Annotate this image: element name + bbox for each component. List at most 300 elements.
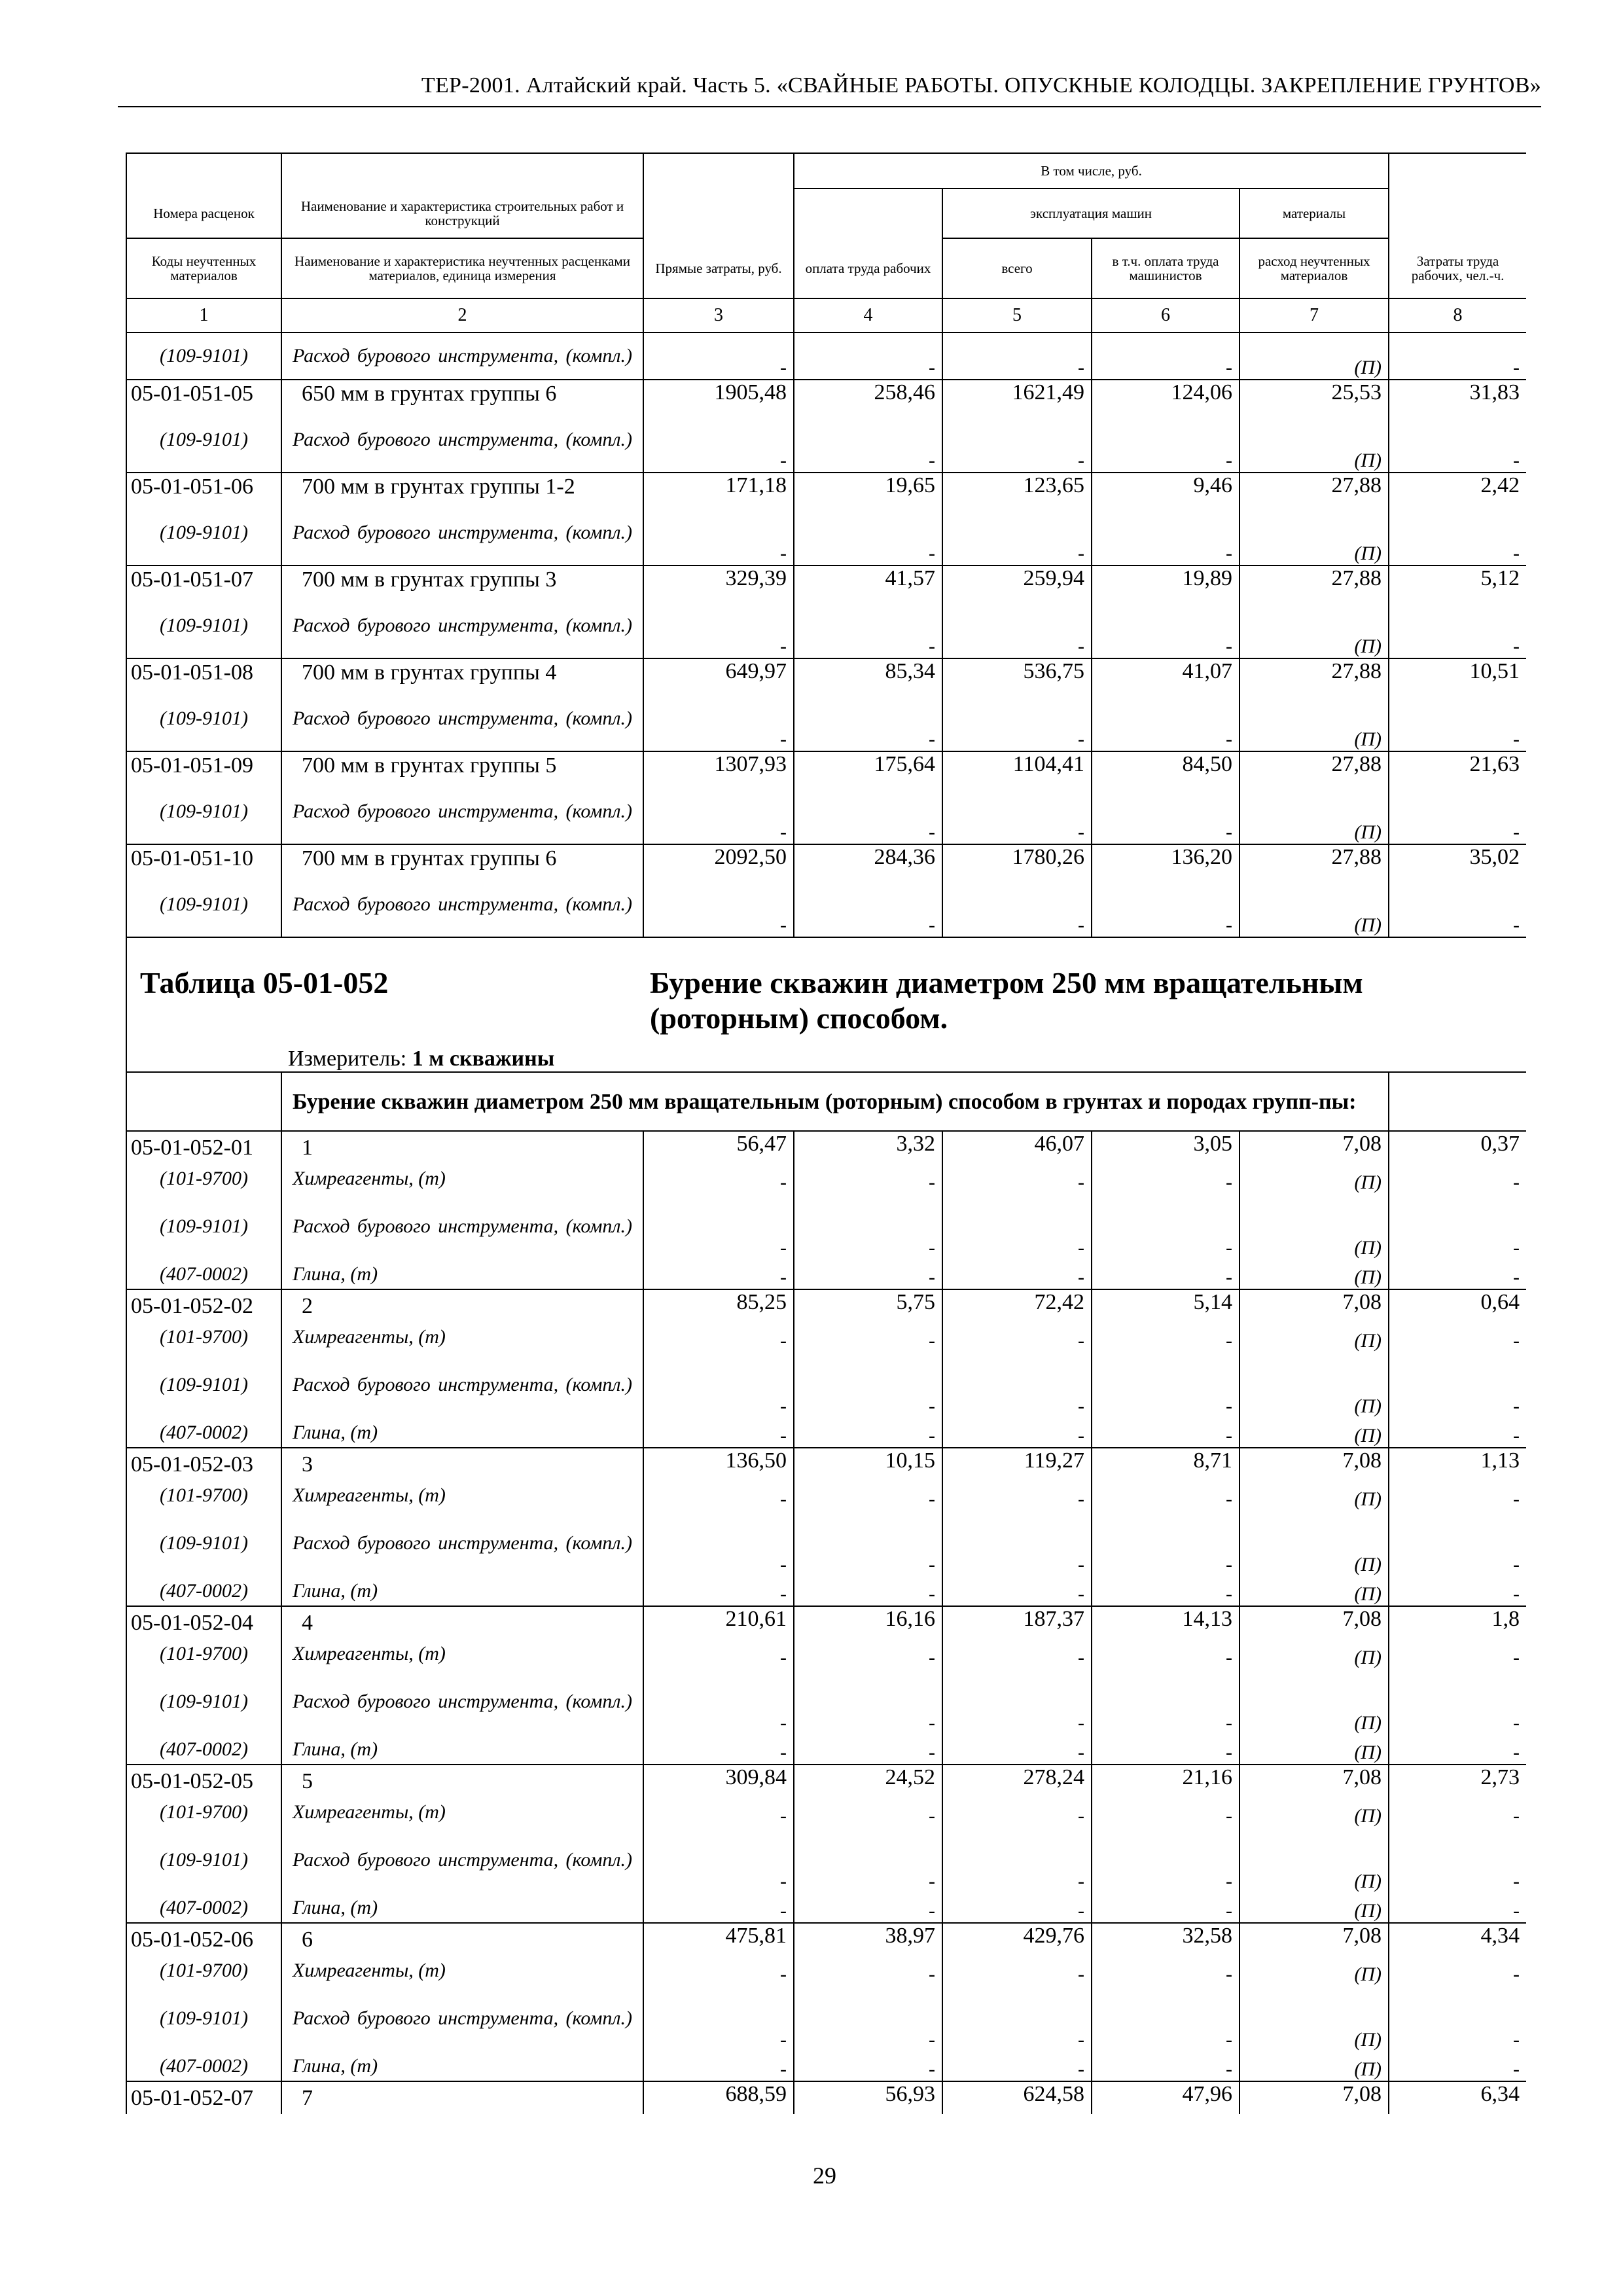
rate-value: 3,32 (794, 1131, 942, 1164)
material-value: - (1092, 779, 1240, 844)
material-value: - (794, 1322, 942, 1352)
material-code: (407-0002) (126, 1734, 281, 1765)
material-value: - (1389, 1669, 1526, 1734)
column-number: 8 (1389, 298, 1526, 332)
material-name: Расход бурового инструмента, (компл.) (281, 407, 643, 473)
rate-value: 475,81 (643, 1923, 794, 1956)
header-work-name: Наименование и характеристика строительных работ и конструкций (281, 188, 643, 238)
material-value: - (1389, 1797, 1526, 1827)
rate-value: 7,08 (1240, 1765, 1389, 1797)
material-value: - (942, 779, 1092, 844)
material-name: Химреагенты, (т) (281, 1164, 643, 1194)
material-unit: (П) (1240, 1511, 1389, 1576)
material-value: - (794, 1164, 942, 1194)
rate-value: 259,94 (942, 565, 1092, 593)
rate-value: 9,46 (1092, 473, 1240, 500)
material-row (126, 1480, 1526, 1511)
material-row (126, 2051, 1526, 2081)
rate-name: 7 (281, 2081, 643, 2114)
material-value: - (643, 593, 794, 658)
material-code: (101-9700) (126, 1164, 281, 1194)
material-name: Расход бурового инструмента, (компл.) (281, 1669, 643, 1734)
column-number: 3 (643, 298, 794, 332)
material-value: - (942, 1511, 1092, 1576)
rate-value: 31,83 (1389, 380, 1526, 407)
material-code: (109-9101) (126, 1827, 281, 1893)
material-value: - (643, 1576, 794, 1606)
rate-code: 05-01-051-05 (126, 380, 281, 407)
material-row (126, 872, 1526, 937)
material-name: Глина, (т) (281, 1576, 643, 1606)
material-name: Глина, (т) (281, 2051, 643, 2081)
material-unit: (П) (1240, 686, 1389, 751)
header-rate-numbers: Номера расценок (126, 188, 281, 238)
rate-value: 175,64 (794, 751, 942, 779)
material-unit: (П) (1240, 1797, 1389, 1827)
material-unit: (П) (1240, 1418, 1389, 1448)
material-value: - (1389, 1511, 1526, 1576)
material-value: - (1389, 332, 1526, 380)
material-value: - (643, 1352, 794, 1418)
material-value: - (1092, 1576, 1240, 1606)
material-name: Расход бурового инструмента, (компл.) (281, 779, 643, 844)
material-value: - (1389, 1893, 1526, 1923)
rate-value: 3,05 (1092, 1131, 1240, 1164)
material-value: - (942, 407, 1092, 473)
material-row (126, 1986, 1526, 2051)
material-value: - (942, 1956, 1092, 1986)
material-value: - (1092, 1259, 1240, 1289)
material-row (126, 779, 1526, 844)
material-value: - (643, 1956, 794, 1986)
material-value: - (794, 779, 942, 844)
material-row (126, 1639, 1526, 1669)
material-unit: (П) (1240, 1986, 1389, 2051)
rate-row (126, 1765, 1526, 1797)
rate-code: 05-01-051-06 (126, 473, 281, 500)
material-unit: (П) (1240, 593, 1389, 658)
rate-value: 136,20 (1092, 844, 1240, 872)
material-value: - (643, 1639, 794, 1669)
material-value: - (942, 1639, 1092, 1669)
material-value: - (643, 1986, 794, 2051)
material-value: - (1092, 332, 1240, 380)
material-value: - (1389, 872, 1526, 937)
measure-row (126, 1036, 1526, 1072)
material-value: - (643, 1511, 794, 1576)
material-row (126, 500, 1526, 565)
rate-value: 56,47 (643, 1131, 794, 1164)
material-value: - (942, 1164, 1092, 1194)
material-code: (109-9101) (126, 1352, 281, 1418)
rate-value: 210,61 (643, 1606, 794, 1639)
material-unit: (П) (1240, 1639, 1389, 1669)
rate-value: 16,16 (794, 1606, 942, 1639)
rate-row (126, 1131, 1526, 1164)
material-unit: (П) (1240, 779, 1389, 844)
material-value: - (794, 1986, 942, 2051)
rate-value: 10,51 (1389, 658, 1526, 686)
rate-value: 27,88 (1240, 658, 1389, 686)
rate-row (126, 751, 1526, 779)
material-value: - (643, 872, 794, 937)
material-unit: (П) (1240, 1576, 1389, 1606)
material-value: - (643, 407, 794, 473)
material-value: - (1389, 1480, 1526, 1511)
rate-value: 7,08 (1240, 1923, 1389, 1956)
rate-value: 41,07 (1092, 658, 1240, 686)
material-value: - (1389, 1194, 1526, 1259)
rate-code: 05-01-051-10 (126, 844, 281, 872)
rate-value: 19,65 (794, 473, 942, 500)
rate-code: 05-01-051-07 (126, 565, 281, 593)
measure-spacer (126, 1036, 281, 1072)
header-rule (118, 106, 1541, 107)
material-value: - (1092, 407, 1240, 473)
column-number: 2 (281, 298, 643, 332)
rate-row (126, 565, 1526, 593)
material-value: - (794, 1259, 942, 1289)
rate-row (126, 658, 1526, 686)
material-value: - (1092, 686, 1240, 751)
material-row (126, 1797, 1526, 1827)
rate-name: 4 (281, 1606, 643, 1639)
material-row (126, 1669, 1526, 1734)
rate-value: 5,14 (1092, 1289, 1240, 1322)
material-name: Глина, (т) (281, 1259, 643, 1289)
header-machines: эксплуатация машин (942, 188, 1240, 238)
material-unit: (П) (1240, 1194, 1389, 1259)
material-value: - (942, 1194, 1092, 1259)
rate-value: 136,50 (643, 1448, 794, 1480)
column-number: 4 (794, 298, 942, 332)
material-value: - (942, 686, 1092, 751)
rate-name: 1 (281, 1131, 643, 1164)
rate-value: 21,16 (1092, 1765, 1240, 1797)
material-unit: (П) (1240, 1827, 1389, 1893)
material-name: Расход бурового инструмента, (компл.) (281, 500, 643, 565)
table-subtitle: Бурение скважин диаметром 250 мм вращательным (роторным) способом в грунтах и породах групп-пы: (281, 1072, 1389, 1131)
rate-value: 171,18 (643, 473, 794, 500)
header-blank-8 (1389, 153, 1526, 188)
material-value: - (1092, 1352, 1240, 1418)
material-value: - (1092, 1734, 1240, 1765)
rate-code: 05-01-052-07 (126, 2081, 281, 2114)
material-value: - (1389, 1259, 1526, 1289)
material-unit: (П) (1240, 1734, 1389, 1765)
material-value: - (1092, 1511, 1240, 1576)
material-value: - (643, 1418, 794, 1448)
material-row (126, 1576, 1526, 1606)
rate-value: 649,97 (643, 658, 794, 686)
rate-value: 1307,93 (643, 751, 794, 779)
material-value: - (1389, 1322, 1526, 1352)
material-code: (101-9700) (126, 1956, 281, 1986)
material-value: - (794, 1639, 942, 1669)
rate-code: 05-01-052-03 (126, 1448, 281, 1480)
rate-name: 700 мм в грунтах группы 3 (281, 565, 643, 593)
measure-unit (281, 1036, 1526, 1072)
material-value: - (942, 1259, 1092, 1289)
rate-value: 32,58 (1092, 1923, 1240, 1956)
rate-value: 688,59 (643, 2081, 794, 2114)
rate-name: 3 (281, 1448, 643, 1480)
material-value: - (1092, 1322, 1240, 1352)
header-material-names: Наименование и характеристика неучтенных расценками материалов, единица измерения (281, 238, 643, 298)
material-row (126, 1893, 1526, 1923)
page-number: 29 (813, 2162, 836, 2189)
rate-value: 0,64 (1389, 1289, 1526, 1322)
material-unit: (П) (1240, 1164, 1389, 1194)
rate-row (126, 844, 1526, 872)
rate-value: 624,58 (942, 2081, 1092, 2114)
rate-value: 309,84 (643, 1765, 794, 1797)
material-unit: (П) (1240, 1669, 1389, 1734)
material-value: - (643, 2051, 794, 2081)
material-code: (407-0002) (126, 1893, 281, 1923)
rate-value: 19,89 (1092, 565, 1240, 593)
material-value: - (794, 407, 942, 473)
rate-value: 21,63 (1389, 751, 1526, 779)
material-value: - (794, 1194, 942, 1259)
material-value: - (942, 500, 1092, 565)
rate-value: 5,12 (1389, 565, 1526, 593)
rate-value: 119,27 (942, 1448, 1092, 1480)
header-materials: материалы (1240, 188, 1389, 238)
material-name: Глина, (т) (281, 1418, 643, 1448)
material-value: - (794, 1576, 942, 1606)
material-name: Расход бурового инструмента, (компл.) (281, 1986, 643, 2051)
material-value: - (643, 686, 794, 751)
rate-value: 258,46 (794, 380, 942, 407)
material-value: - (942, 1986, 1092, 2051)
material-value: - (1389, 1986, 1526, 2051)
material-name: Химреагенты, (т) (281, 1956, 643, 1986)
material-code: (407-0002) (126, 1259, 281, 1289)
rate-value: 2,73 (1389, 1765, 1526, 1797)
header-blank-3 (643, 153, 794, 188)
rate-row (126, 473, 1526, 500)
material-name: Глина, (т) (281, 1893, 643, 1923)
material-code: (101-9700) (126, 1322, 281, 1352)
material-value: - (1092, 1986, 1240, 2051)
material-code: (109-9101) (126, 1511, 281, 1576)
rate-code: 05-01-051-08 (126, 658, 281, 686)
material-code: (109-9101) (126, 407, 281, 473)
material-value: - (1389, 593, 1526, 658)
material-value: - (643, 1259, 794, 1289)
rate-value: 7,08 (1240, 1448, 1389, 1480)
material-unit: (П) (1240, 1259, 1389, 1289)
material-value: - (794, 500, 942, 565)
material-value: - (942, 1893, 1092, 1923)
rate-name: 6 (281, 1923, 643, 1956)
material-unit: (П) (1240, 500, 1389, 565)
rate-value: 5,75 (794, 1289, 942, 1322)
rate-name: 700 мм в грунтах группы 6 (281, 844, 643, 872)
subtitle-row (126, 1072, 1526, 1131)
material-value: - (1389, 779, 1526, 844)
rate-value: 284,36 (794, 844, 942, 872)
material-name: Расход бурового инструмента, (компл.) (281, 1352, 643, 1418)
material-value: - (643, 1734, 794, 1765)
material-name: Химреагенты, (т) (281, 1797, 643, 1827)
material-name: Расход бурового инструмента, (компл.) (281, 1827, 643, 1893)
measure-label: Измеритель: (288, 1047, 412, 1071)
material-value: - (643, 1164, 794, 1194)
material-value: - (942, 2051, 1092, 2081)
header-blank-2 (281, 153, 643, 188)
rate-value: 1780,26 (942, 844, 1092, 872)
material-row (126, 407, 1526, 473)
material-value: - (1092, 872, 1240, 937)
rate-code: 05-01-052-01 (126, 1131, 281, 1164)
header-machinist-pay: в т.ч. оплата труда машинистов (1092, 238, 1240, 298)
rate-value: 4,34 (1389, 1923, 1526, 1956)
rate-value: 27,88 (1240, 473, 1389, 500)
rate-value: 85,25 (643, 1289, 794, 1322)
material-code: (109-9101) (126, 593, 281, 658)
rate-value: 7,08 (1240, 1606, 1389, 1639)
material-value: - (794, 1352, 942, 1418)
material-row (126, 1956, 1526, 1986)
rate-value: 1104,41 (942, 751, 1092, 779)
material-value: - (942, 332, 1092, 380)
material-code: (109-9101) (126, 332, 281, 380)
rate-value: 2,42 (1389, 473, 1526, 500)
rate-code: 05-01-051-09 (126, 751, 281, 779)
rate-row (126, 380, 1526, 407)
rate-value: 84,50 (1092, 751, 1240, 779)
material-code: (407-0002) (126, 1418, 281, 1448)
table-title-row (126, 937, 1526, 1036)
material-value: - (942, 1734, 1092, 1765)
rate-value: 27,88 (1240, 565, 1389, 593)
material-value: - (1092, 500, 1240, 565)
material-value: - (1092, 1194, 1240, 1259)
material-value: - (643, 1827, 794, 1893)
rate-row (126, 1289, 1526, 1322)
header-blank-1 (126, 153, 281, 188)
rate-value: 85,34 (794, 658, 942, 686)
material-value: - (1389, 686, 1526, 751)
column-number: 1 (126, 298, 281, 332)
header-direct-costs: Прямые затраты, руб. (643, 238, 794, 298)
column-numbers-row (126, 298, 1526, 332)
rate-row (126, 2081, 1526, 2114)
material-unit: (П) (1240, 2051, 1389, 2081)
material-value: - (1389, 1639, 1526, 1669)
material-name: Расход бурового инструмента, (компл.) (281, 686, 643, 751)
material-value: - (1092, 2051, 1240, 2081)
material-code: (109-9101) (126, 686, 281, 751)
header-material-codes: Коды неучтенных материалов (126, 238, 281, 298)
material-value: - (942, 1480, 1092, 1511)
material-unit: (П) (1240, 1893, 1389, 1923)
material-name: Расход бурового инструмента, (компл.) (281, 593, 643, 658)
rate-row (126, 1606, 1526, 1639)
material-code: (407-0002) (126, 1576, 281, 1606)
rate-value: 25,53 (1240, 380, 1389, 407)
rate-value: 35,02 (1389, 844, 1526, 872)
rate-value: 1905,48 (643, 380, 794, 407)
material-value: - (643, 1893, 794, 1923)
rate-value: 123,65 (942, 473, 1092, 500)
rate-value: 1621,49 (942, 380, 1092, 407)
rate-value: 124,06 (1092, 380, 1240, 407)
material-value: - (1092, 1893, 1240, 1923)
material-code: (109-9101) (126, 872, 281, 937)
material-name: Химреагенты, (т) (281, 1639, 643, 1669)
material-row (126, 1194, 1526, 1259)
rate-name: 700 мм в грунтах группы 5 (281, 751, 643, 779)
material-value: - (1389, 500, 1526, 565)
rate-name: 700 мм в грунтах группы 1-2 (281, 473, 643, 500)
material-value: - (643, 1322, 794, 1352)
material-value: - (942, 593, 1092, 658)
material-value: - (1389, 1352, 1526, 1418)
rate-code: 05-01-052-02 (126, 1289, 281, 1322)
material-value: - (794, 1734, 942, 1765)
material-value: - (1389, 1418, 1526, 1448)
material-value: - (1092, 1669, 1240, 1734)
material-code: (109-9101) (126, 1194, 281, 1259)
material-code: (101-9700) (126, 1797, 281, 1827)
material-row (126, 1734, 1526, 1765)
material-row (126, 1418, 1526, 1448)
material-value: - (794, 1418, 942, 1448)
rate-value: 38,97 (794, 1923, 942, 1956)
material-value: - (1389, 1827, 1526, 1893)
material-code: (109-9101) (126, 500, 281, 565)
table-title: Бурение скважин диаметром 250 мм вращательным (роторным) способом. (643, 937, 1526, 1036)
rate-value: 536,75 (942, 658, 1092, 686)
material-code: (101-9700) (126, 1639, 281, 1669)
price-table (126, 152, 1526, 2116)
material-row (126, 593, 1526, 658)
rate-value: 6,34 (1389, 2081, 1526, 2114)
table-number: Таблица 05-01-052 (126, 937, 643, 1036)
material-name: Химреагенты, (т) (281, 1480, 643, 1511)
header-labor-hours: Затраты труда рабочих, чел.-ч. (1389, 238, 1526, 298)
rate-value: 1,8 (1389, 1606, 1526, 1639)
material-value: - (1389, 1956, 1526, 1986)
material-value: - (643, 1480, 794, 1511)
material-row (126, 332, 1526, 380)
running-head: ТЕР-2001. Алтайский край. Часть 5. «СВАЙНЫЕ РАБОТЫ. ОПУСКНЫЕ КОЛОДЦЫ. ЗАКРЕПЛЕНИЕ ГРУНТОВ» (421, 73, 1541, 98)
material-code: (101-9700) (126, 1480, 281, 1511)
material-unit: (П) (1240, 1322, 1389, 1352)
material-value: - (942, 1827, 1092, 1893)
material-value: - (1092, 1480, 1240, 1511)
rate-value: 429,76 (942, 1923, 1092, 1956)
column-number: 7 (1240, 298, 1389, 332)
material-value: - (643, 332, 794, 380)
material-value: - (1092, 1164, 1240, 1194)
material-name: Химреагенты, (т) (281, 1322, 643, 1352)
rate-value: 10,15 (794, 1448, 942, 1480)
material-row (126, 1352, 1526, 1418)
material-code: (109-9101) (126, 1669, 281, 1734)
material-value: - (1389, 407, 1526, 473)
material-unit: (П) (1240, 1956, 1389, 1986)
material-value: - (643, 500, 794, 565)
material-value: - (942, 1669, 1092, 1734)
material-code: (109-9101) (126, 779, 281, 844)
rate-value: 14,13 (1092, 1606, 1240, 1639)
column-number: 5 (942, 298, 1092, 332)
material-value: - (794, 1797, 942, 1827)
